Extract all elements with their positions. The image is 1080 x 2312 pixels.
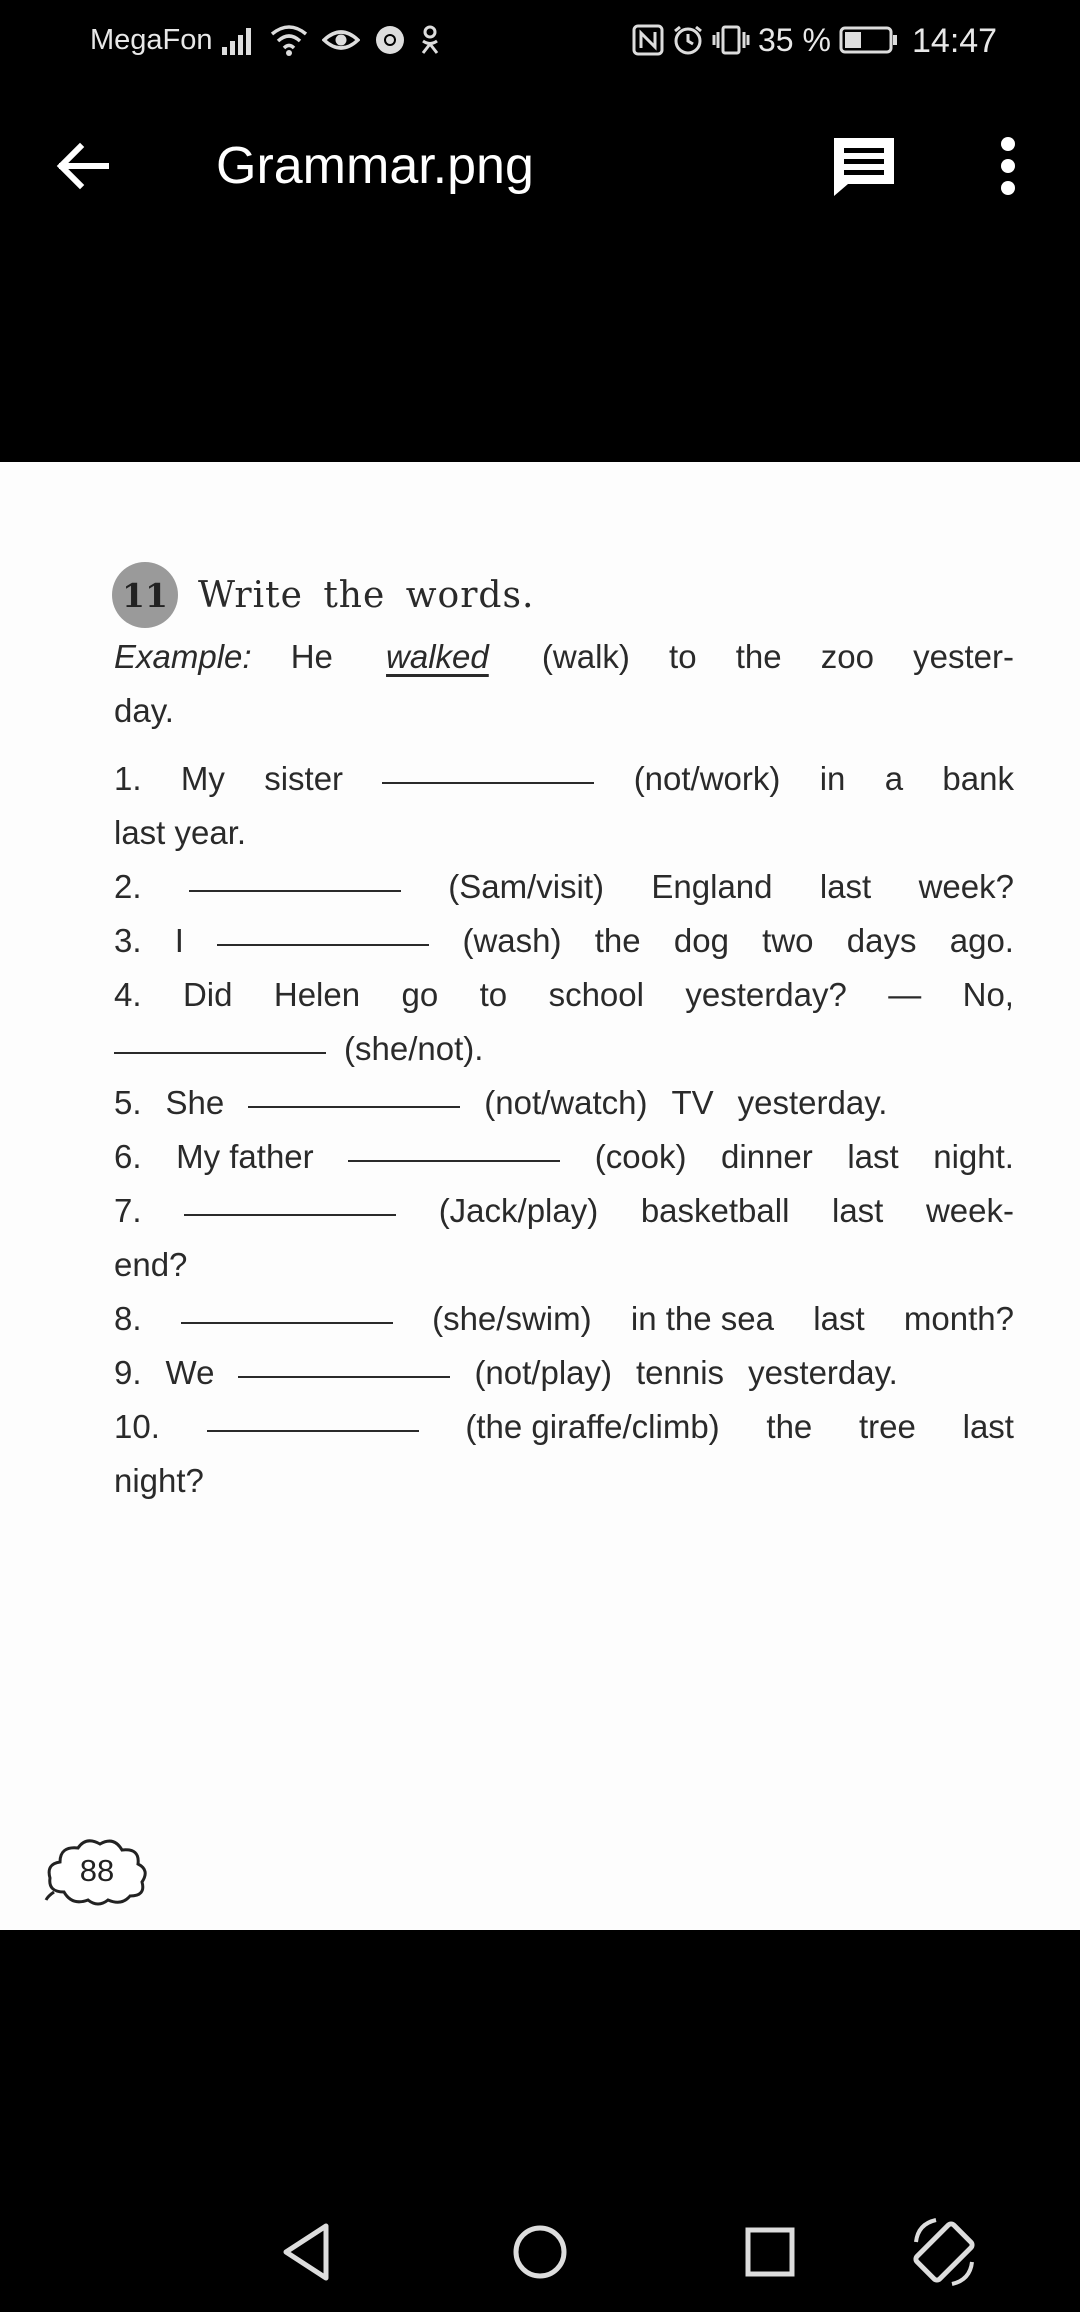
item-word: tree: [859, 1408, 916, 1445]
eye-icon: [322, 26, 360, 54]
item-hint: (wash): [462, 922, 562, 959]
item-number: 7.: [114, 1192, 142, 1229]
item-word: ago.: [949, 922, 1014, 959]
item-word: a: [884, 760, 904, 797]
exercise-item-6: [114, 1130, 1014, 1184]
clock: 14:47: [912, 22, 998, 60]
exercise-item-8: [114, 1292, 1014, 1346]
nav-recents-button[interactable]: [732, 2214, 808, 2290]
item-word: go: [401, 976, 439, 1013]
status-bar: [0, 0, 1080, 80]
item-word: week?: [918, 868, 1014, 905]
exercise-heading: [112, 562, 534, 628]
recents-square-icon: [732, 2214, 808, 2290]
exercise-item-7: [114, 1184, 1014, 1238]
item-word: last: [847, 1138, 899, 1175]
carrier-name: MegaFon: [90, 24, 213, 56]
item-word: Helen: [273, 976, 361, 1013]
back-triangle-icon: [270, 2214, 346, 2290]
battery-percent: 35 %: [758, 21, 831, 58]
item-word: to: [479, 976, 508, 1013]
example-word: yester-: [913, 638, 1014, 675]
wifi-icon: [270, 24, 308, 56]
example-word: He: [290, 638, 333, 675]
item-word: week-: [925, 1192, 1014, 1229]
item-number: 3.: [114, 922, 142, 959]
item-word: sister: [264, 760, 344, 797]
item-number: 6.: [114, 1138, 142, 1175]
example-word: to: [669, 638, 697, 675]
item-word: yesterday?: [685, 976, 847, 1013]
item-hint: (cook): [594, 1138, 687, 1175]
example-word: zoo: [820, 638, 874, 675]
item-number: 10.: [114, 1408, 160, 1445]
ok-icon: [420, 25, 440, 55]
more-options-button[interactable]: [982, 128, 1034, 204]
item-continuation: end?: [114, 1246, 188, 1283]
item-word: days: [846, 922, 917, 959]
item-word: the: [766, 1408, 813, 1445]
nfc-icon: [632, 24, 664, 56]
exercise-number-badge: 11: [112, 562, 178, 628]
answer-blank: [248, 1076, 460, 1108]
item-number: 5.: [114, 1084, 142, 1121]
item-word: the: [594, 922, 641, 959]
item-word: last: [813, 1300, 865, 1337]
exercise-item-9: [114, 1346, 1014, 1400]
item-hint: (not/watch): [484, 1084, 648, 1121]
app-bar: [0, 80, 1080, 248]
arrow-back-icon: [48, 130, 120, 202]
exercise-item-4: [114, 968, 1014, 1022]
item-hint: (Sam/visit): [448, 868, 605, 905]
item-hint: (the giraffe/climb): [465, 1408, 720, 1445]
nav-back-button[interactable]: [270, 2214, 346, 2290]
item-number: 2.: [114, 868, 142, 905]
item-hint: (not/play): [474, 1354, 612, 1391]
item-word: night.: [933, 1138, 1014, 1175]
image-viewer[interactable]: [0, 462, 1080, 1930]
example-label: Example:: [114, 638, 252, 675]
item-hint: (she/swim): [432, 1300, 592, 1337]
item-word: basketball: [640, 1192, 790, 1229]
item-word: last: [962, 1408, 1014, 1445]
page-number-badge: [42, 1834, 152, 1908]
answer-blank: [181, 1292, 393, 1324]
comment-icon: [826, 128, 902, 204]
item-number: 1.: [114, 760, 142, 797]
item-hint: (Jack/play): [438, 1192, 599, 1229]
item-word: month?: [903, 1300, 1014, 1337]
item-word: yesterday.: [737, 1084, 888, 1121]
answer-blank: [189, 860, 401, 892]
exercise-item-10: [114, 1400, 1014, 1454]
item-word: in the sea: [630, 1300, 774, 1337]
answer-blank: [238, 1346, 450, 1378]
exercise-item-4-continuation: [114, 1022, 1014, 1076]
signal-icon: [222, 25, 256, 55]
file-title: Grammar.png: [216, 137, 534, 195]
vibrate-icon: [712, 24, 750, 56]
example-continuation: [114, 684, 1014, 738]
page-number: 88: [79, 1853, 115, 1888]
item-word: TV: [671, 1084, 714, 1121]
item-hint: (she/not).: [344, 1030, 484, 1067]
comment-button[interactable]: [826, 128, 902, 204]
example-hint: (walk): [541, 638, 630, 675]
item-word: school: [548, 976, 644, 1013]
rotate-icon: [906, 2214, 982, 2290]
item-number: 8.: [114, 1300, 142, 1337]
example-continuation-text: day.: [114, 692, 174, 729]
answer-blank: [184, 1184, 396, 1216]
item-word: Did: [182, 976, 233, 1013]
home-circle-icon: [502, 2214, 578, 2290]
answer-blank: [382, 752, 594, 784]
item-word: bank: [942, 760, 1014, 797]
battery-icon: [839, 25, 897, 55]
example-word: the: [735, 638, 782, 675]
more-vert-icon: [982, 128, 1034, 204]
exercise-item-1-continuation: [114, 806, 1014, 860]
item-number: 9.: [114, 1354, 142, 1391]
item-hint: (not/work): [633, 760, 781, 797]
item-continuation: last year.: [114, 814, 247, 851]
answer-blank: [114, 1022, 326, 1054]
item-word: dinner: [721, 1138, 813, 1175]
item-word: —: [888, 976, 922, 1013]
item-word: I: [174, 922, 184, 959]
item-word: No,: [962, 976, 1014, 1013]
alarm-icon: [672, 24, 704, 56]
back-button[interactable]: [48, 130, 120, 202]
navigation-bar: [0, 2190, 1080, 2312]
exercise-item-10-continuation: [114, 1454, 1014, 1508]
exercise-item-1: [114, 752, 1014, 806]
item-word: two: [762, 922, 814, 959]
exercise-item-3: [114, 914, 1014, 968]
exercise-title: Write the words.: [198, 574, 535, 616]
item-word: last: [819, 868, 872, 905]
item-word: My father: [176, 1138, 314, 1175]
item-number: 4.: [114, 976, 142, 1013]
answer-blank: [348, 1130, 560, 1162]
item-continuation: night?: [114, 1462, 204, 1499]
example-line: [114, 630, 1014, 684]
item-word: England: [651, 868, 773, 905]
exercise-item-5: [114, 1076, 1014, 1130]
exercise-text: [114, 630, 1014, 1508]
item-word: dog: [673, 922, 729, 959]
item-word: yesterday.: [748, 1354, 898, 1391]
answer-blank: [217, 914, 429, 946]
item-word: She: [165, 1084, 225, 1121]
rotate-screen-button[interactable]: [906, 2214, 982, 2290]
answer-blank: [207, 1400, 419, 1432]
item-word: My: [180, 760, 225, 797]
item-word: We: [165, 1354, 215, 1391]
item-word: last: [832, 1192, 884, 1229]
item-word: tennis: [636, 1354, 725, 1391]
nav-home-button[interactable]: [502, 2214, 578, 2290]
exercise-item-2: [114, 860, 1014, 914]
exercise-item-7-continuation: [114, 1238, 1014, 1292]
chrome-icon: [374, 24, 406, 56]
example-answer: walked: [386, 638, 489, 675]
item-word: in: [819, 760, 846, 797]
